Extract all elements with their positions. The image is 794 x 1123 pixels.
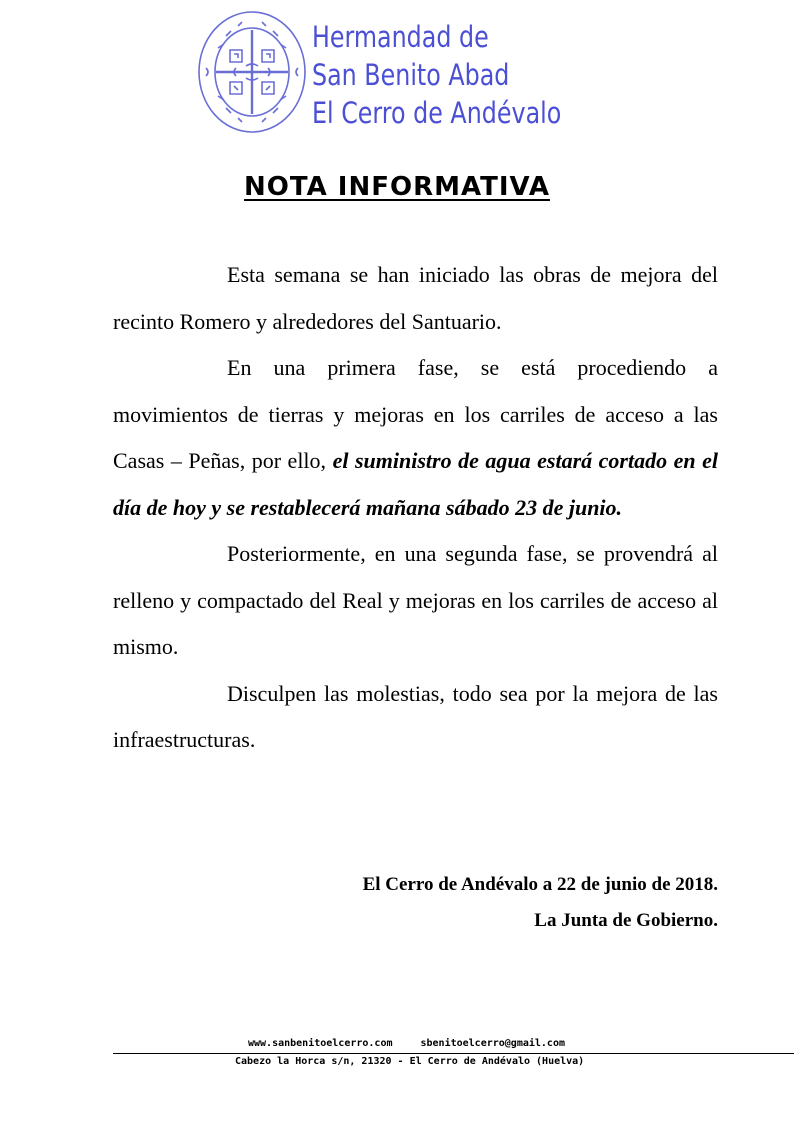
title-text: NOTA INFORMATIVA xyxy=(244,172,550,202)
paragraph-2 xyxy=(113,345,718,531)
org-name-line: El Cerro de Andévalo xyxy=(312,96,562,130)
footer-divider xyxy=(113,1053,794,1054)
org-name-line: Hermandad de xyxy=(312,20,489,54)
paragraph-3: Posteriormente, en una segunda fase, se provendrá al relleno y compactado del Real y mejoras en los carriles de acceso al mismo. xyxy=(113,541,718,659)
water-cut-notice: el suministro de agua estará cortado en el día de hoy y se restablecerá mañana sábado 23 de junio. xyxy=(113,448,719,520)
paragraph-4: Disculpen las molestias, todo sea por la mejora de las infraestructuras. xyxy=(113,680,718,752)
paragraph-2-text: En una primera fase, se está procediendo a movimientos de tierras y mejoras en los carriles de acceso a las Casas – Peñas, por ello, xyxy=(113,355,718,473)
website-link[interactable]: www.sanbenitoelcerro.com xyxy=(248,1038,393,1049)
email-link[interactable]: sbenitoelcerro@gmail.com xyxy=(420,1038,565,1049)
page-title xyxy=(0,172,794,202)
signature-line: La Junta de Gobierno. xyxy=(534,910,718,931)
notice-body xyxy=(113,252,718,764)
org-name-line: San Benito Abad xyxy=(312,58,510,92)
date-line: El Cerro de Andévalo a 22 de junio de 2018. xyxy=(362,874,718,895)
paragraph-1: Esta semana se han iniciado las obras de mejora del recinto Romero y alrededores del Santuario. xyxy=(113,262,718,334)
footer-contact xyxy=(248,1038,565,1049)
hermandad-seal-logo xyxy=(196,8,308,136)
footer-address: Cabezo la Horca s/n, 21320 - El Cerro de Andévalo (Huelva) xyxy=(235,1056,585,1067)
organization-name xyxy=(312,18,561,132)
